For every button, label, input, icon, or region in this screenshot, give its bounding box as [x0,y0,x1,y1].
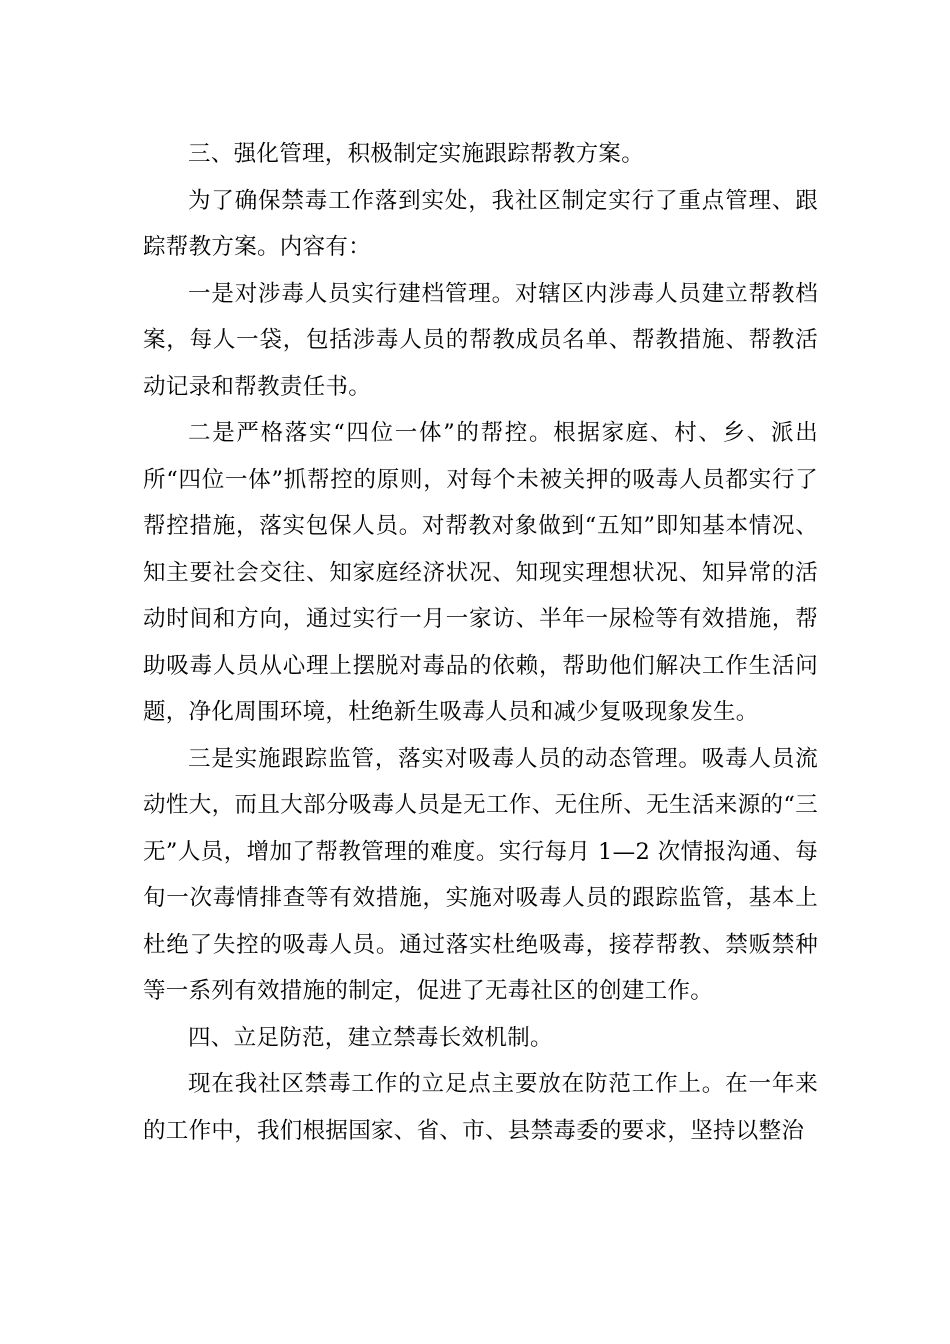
section-heading-3: 三、强化管理，积极制定实施跟踪帮教方案。 [188,141,645,167]
paragraph-prevention: 现在我社区禁毒工作的立足点主要放在防范工作上。在一年来的工作中，我们根据国家、省、市、县禁毒委的要求，坚持以整治 [143,1071,818,1144]
document-body [143,131,818,1154]
paragraph-item-3: 三是实施跟踪监管，落实对吸毒人员的动态管理。吸毒人员流动性大，而且大部分吸毒人员是无工作、无住所、无生活来源的“三无”人员，增加了帮教管理的难度。实行每月 1—2 次情报沟通、每旬一次毒情排查等有效措施，实施对吸毒人员的跟踪监管，基本上杜绝了失控的吸毒人员。通过落实杜绝吸毒，接荐帮教、禁贩禁种等一系列有效措施的制定，促进了无毒社区的创建工作。 [143,745,818,1004]
paragraph-item-2: 二是严格落实“四位一体”的帮控。根据家庭、村、乡、派出所“四位一体”抓帮控的原则，对每个未被关押的吸毒人员都实行了帮控措施，落实包保人员。对帮教对象做到“五知”即知基本情况、知主要社会交往、知家庭经济状况、知现实理想状况、知异常的活动时间和方向，通过实行一月一家访、半年一尿检等有效措施，帮助吸毒人员从心理上摆脱对毒品的依赖，帮助他们解决工作生活问题，净化周围环境，杜绝新生吸毒人员和减少复吸现象发生。 [143,420,818,725]
paragraph-item-1: 一是对涉毒人员实行建档管理。对辖区内涉毒人员建立帮教档案，每人一袋，包括涉毒人员的帮教成员名单、帮教措施、帮教活动记录和帮教责任书。 [143,280,818,400]
paragraph-intro: 为了确保禁毒工作落到实处，我社区制定实行了重点管理、跟踪帮教方案。内容有： [143,187,818,260]
section-heading-4: 四、立足防范，建立禁毒长效机制。 [188,1024,553,1051]
